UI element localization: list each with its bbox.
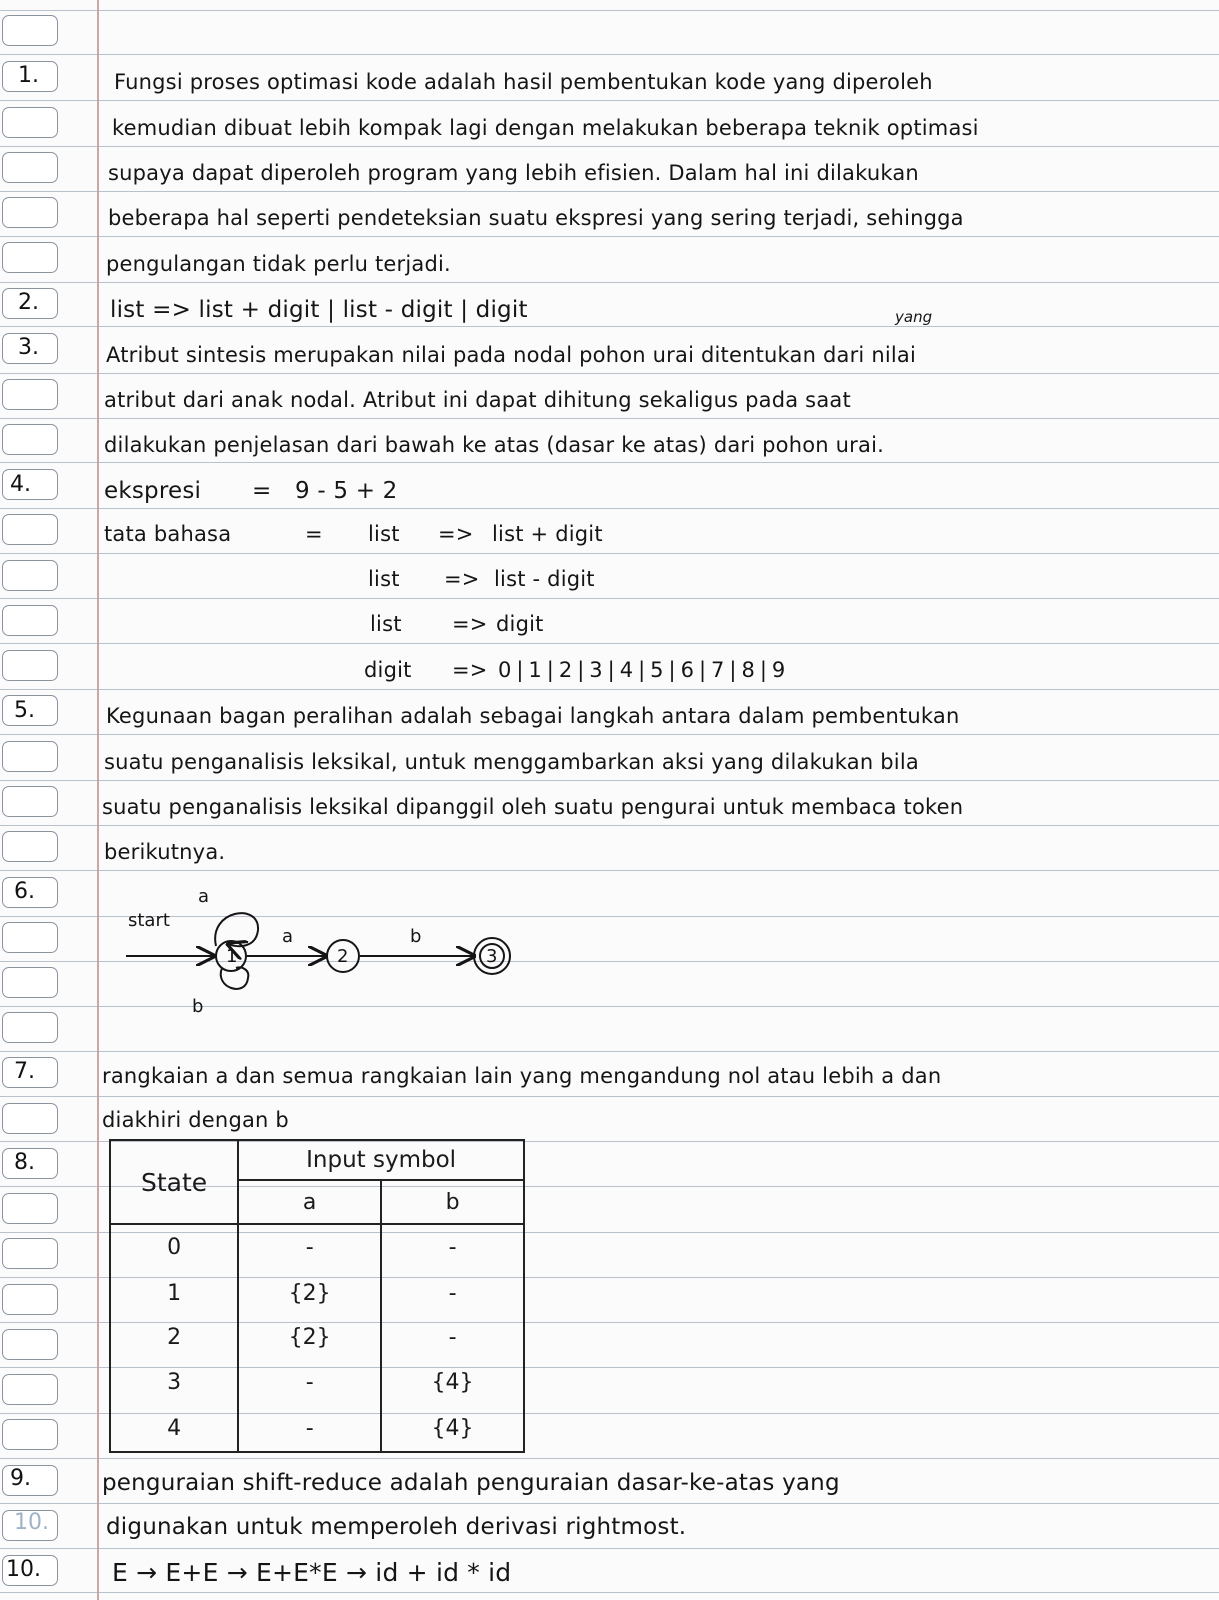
- answer-1-line: kemudian dibuat lebih kompak lagi dengan melakukan beberapa teknik optimasi: [112, 116, 979, 140]
- index-tab: [2, 922, 58, 953]
- index-tab: [2, 379, 58, 410]
- index-tab: [2, 1284, 58, 1315]
- ruled-line: [0, 1051, 1219, 1052]
- index-tab: [2, 831, 58, 862]
- item-number: 9.: [10, 1466, 31, 1491]
- item-number: 7.: [14, 1059, 35, 1084]
- grammar-lhs: list: [370, 612, 402, 636]
- transition-cell: -: [238, 1360, 381, 1405]
- index-tab: [2, 197, 58, 228]
- symbol-header: b: [381, 1180, 524, 1224]
- grammar-arrow: =>: [452, 658, 488, 682]
- state-cell: 3: [110, 1360, 238, 1405]
- transition-cell: {2}: [238, 1271, 381, 1316]
- state-cell: 1: [110, 1271, 238, 1316]
- ruled-line: [0, 1548, 1219, 1549]
- item-number: 3.: [18, 335, 39, 360]
- ruled-line: [0, 236, 1219, 237]
- fsm-transition-2-3-label: b: [410, 926, 422, 947]
- answer-3-line: atribut dari anak nodal. Atribut ini dapat dihitung sekaligus pada saat: [104, 388, 851, 412]
- index-tab: [2, 1329, 58, 1360]
- ruled-line: [0, 146, 1219, 147]
- ruled-line: [0, 282, 1219, 283]
- index-tab: [2, 650, 58, 681]
- index-tab: [2, 741, 58, 772]
- fsm-start-label: start: [128, 910, 170, 931]
- faint-tab-mark: 10.: [14, 1510, 49, 1535]
- transition-cell: -: [381, 1224, 524, 1271]
- ruled-line: [0, 373, 1219, 374]
- transition-cell: {2}: [238, 1316, 381, 1361]
- answer-5-line: suatu penganalisis leksikal dipanggil oleh suatu pengurai untuk membaca token: [102, 795, 964, 819]
- answer-5-line: Kegunaan bagan peralihan adalah sebagai langkah antara dalam pembentukan: [106, 704, 960, 728]
- ruled-line: [0, 553, 1219, 554]
- index-tab: [2, 967, 58, 998]
- transition-cell: -: [238, 1405, 381, 1452]
- table-row: [110, 1360, 524, 1405]
- table-row: [110, 1405, 524, 1452]
- item-number: 4.: [10, 472, 31, 497]
- table-row: [110, 1224, 524, 1271]
- ruled-line: [0, 1592, 1219, 1593]
- answer-9-line: penguraian shift-reduce adalah penguraian dasar-ke-atas yang: [102, 1470, 840, 1496]
- expression-value: 9 - 5 + 2: [295, 478, 398, 504]
- grammar-label: tata bahasa: [104, 522, 232, 546]
- ruled-line: [0, 870, 1219, 871]
- ruled-line: [0, 100, 1219, 101]
- index-tab: [2, 1374, 58, 1405]
- ruled-line: [0, 191, 1219, 192]
- answer-7-line: diakhiri dengan b: [102, 1108, 289, 1132]
- answer-1-line: beberapa hal seperti pendeteksian suatu ekspresi yang sering terjadi, sehingga: [108, 206, 964, 230]
- margin-line: [97, 0, 99, 1600]
- fsm-state-2-label: 2: [337, 946, 349, 967]
- item-number: 2.: [18, 290, 39, 315]
- grammar-rhs: list + digit: [492, 522, 603, 546]
- symbol-header: a: [238, 1180, 381, 1224]
- index-tab: [2, 242, 58, 273]
- item-number: 1.: [18, 63, 39, 88]
- index-tab: [2, 560, 58, 591]
- item-number: 6.: [14, 879, 35, 904]
- ruled-line: [0, 1503, 1219, 1504]
- transition-cell: -: [381, 1316, 524, 1361]
- ruled-line: [0, 598, 1219, 599]
- index-tab: [2, 424, 58, 455]
- ruled-line: [0, 54, 1219, 55]
- ruled-line: [0, 780, 1219, 781]
- index-tab: [2, 1103, 58, 1134]
- answer-5-line: suatu penganalisis leksikal, untuk menggambarkan aksi yang dilakukan bila: [104, 750, 919, 774]
- fsm-loop-top-label: a: [198, 886, 210, 907]
- grammar-arrow: =>: [452, 612, 488, 636]
- grammar-arrow: =>: [444, 567, 480, 591]
- table-row: [110, 1316, 524, 1361]
- fsm-state-3-label: 3: [486, 946, 498, 967]
- answer-1-line: pengulangan tidak perlu terjadi.: [106, 252, 451, 276]
- grammar-rhs: 0|1|2|3|4|5|6|7|8|9: [498, 658, 791, 682]
- transition-table: [109, 1139, 525, 1453]
- table-row: [110, 1271, 524, 1316]
- ruled-line: [0, 734, 1219, 735]
- grammar-rhs: digit: [496, 612, 544, 636]
- index-tab: [2, 1193, 58, 1224]
- fsm-state-1-label: 1: [226, 946, 238, 967]
- item-number: 5.: [14, 698, 35, 723]
- answer-1-line: Fungsi proses optimasi kode adalah hasil pembentukan kode yang diperoleh: [114, 70, 933, 94]
- ruled-line: [0, 418, 1219, 419]
- index-tab: [2, 1419, 58, 1450]
- transition-cell: -: [238, 1224, 381, 1271]
- state-cell: 0: [110, 1224, 238, 1271]
- transition-cell: {4}: [381, 1360, 524, 1405]
- item-number: 8.: [14, 1150, 35, 1175]
- item-number: 10.: [6, 1557, 41, 1582]
- grammar-lhs: digit: [364, 658, 412, 682]
- state-header: State: [110, 1140, 238, 1224]
- answer-9-line: digunakan untuk memperoleh derivasi rightmost.: [106, 1514, 687, 1540]
- fsm-diagram: [110, 880, 530, 1020]
- ruled-line: [0, 825, 1219, 826]
- input-symbol-header: Input symbol: [238, 1140, 524, 1180]
- grammar-rhs: list - digit: [494, 567, 595, 591]
- answer-3-line: dilakukan penjelasan dari bawah ke atas (dasar ke atas) dari pohon urai.: [104, 433, 884, 457]
- index-tab: [2, 107, 58, 138]
- transition-cell: {4}: [381, 1405, 524, 1452]
- expression-eq: =: [252, 478, 272, 504]
- index-tab: [2, 15, 58, 46]
- expression-label: ekspresi: [104, 478, 202, 504]
- fsm-loop-bottom-label: b: [192, 996, 204, 1017]
- state-cell: 2: [110, 1316, 238, 1361]
- answer-2-grammar: list => list + digit | list - digit | digit: [110, 297, 528, 323]
- ruled-line: [0, 643, 1219, 644]
- answer-1-line: supaya dapat diperoleh program yang lebih efisien. Dalam hal ini dilakukan: [108, 161, 919, 185]
- answer-3-line: Atribut sintesis merupakan nilai pada nodal pohon urai ditentukan dari nilai: [106, 343, 917, 367]
- answer-7-line: rangkaian a dan semua rangkaian lain yang mengandung nol atau lebih a dan: [102, 1064, 942, 1088]
- index-tab: [2, 786, 58, 817]
- transition-cell: -: [381, 1271, 524, 1316]
- fsm-transition-1-2-label: a: [282, 926, 294, 947]
- grammar-lhs: list: [368, 522, 400, 546]
- ruled-line: [0, 508, 1219, 509]
- ruled-line: [0, 1458, 1219, 1459]
- grammar-arrow: =>: [438, 522, 474, 546]
- index-tab: [2, 1012, 58, 1043]
- index-tab: [2, 514, 58, 545]
- insertion-note: yang: [895, 308, 933, 326]
- state-cell: 4: [110, 1405, 238, 1452]
- grammar-eq: =: [305, 522, 323, 546]
- ruled-line: [0, 10, 1219, 11]
- index-tab: [2, 1238, 58, 1269]
- ruled-line: [0, 689, 1219, 690]
- index-tab: [2, 152, 58, 183]
- ruled-line: [0, 326, 1219, 327]
- answer-10-derivation: E → E+E → E+E*E → id + id * id: [112, 1558, 512, 1587]
- index-tab: [2, 605, 58, 636]
- ruled-line: [0, 462, 1219, 463]
- ruled-line: [0, 1096, 1219, 1097]
- grammar-lhs: list: [368, 567, 400, 591]
- answer-5-line: berikutnya.: [104, 840, 226, 864]
